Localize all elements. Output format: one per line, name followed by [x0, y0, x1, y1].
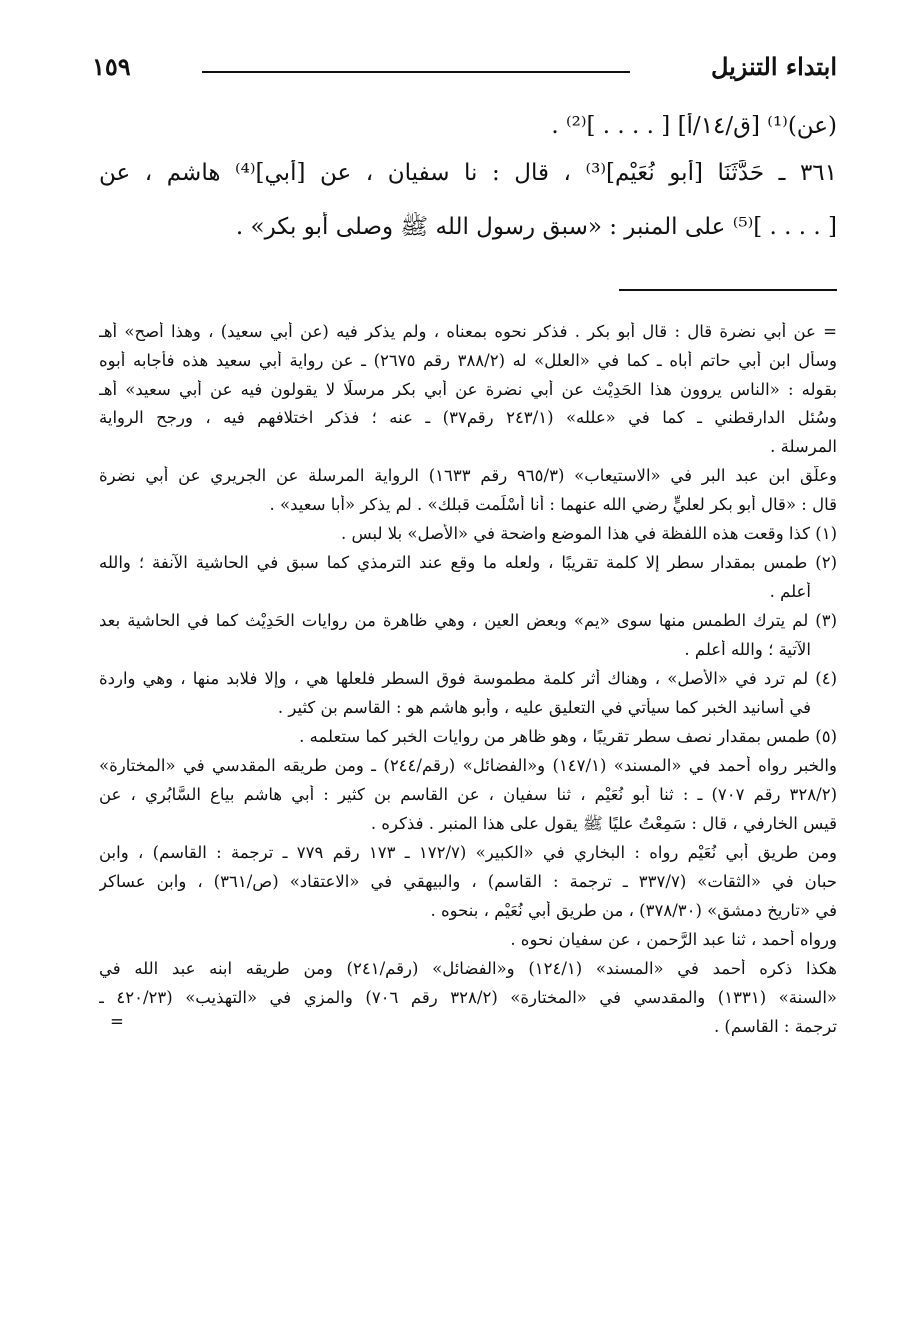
- footnote-4-cont: في أسانيد الخبر كما سيأتي في التعليق عليه ، وأبو هاشم هو : القاسم بن كثير .: [277, 698, 811, 717]
- main-text-line: (عن)⁽¹⁾ [ق/١٤/أ] [ . . . . ]⁽²⁾ .: [551, 113, 837, 139]
- footnote-line: والخبر رواه أحمد في «المسند» (١٤٧/١) و«الفضائل» (رقم/٢٤٤) ـ ومن طريقه المقدسي في «المختارة»: [99, 756, 837, 775]
- footnote-line: = عن أبي نضرة قال : قال أبو بكر . فذكر نحوه بمعناه ، ولم يذكر فيه (عن أبي سعيد) ، وهذا أصح» أهـ: [99, 322, 837, 341]
- continuation-mark: =: [110, 1012, 124, 1031]
- footnote-3: (٣) لم يترك الطمس منها سوى «يم» وبعض العين ، وهي ظاهرة من روايات الحَدِيْث كما في الحاشية بعد: [99, 611, 837, 630]
- footnote-5: (٥) طمس بمقدار نصف سطر تقريبًا ، وهو ظاهر من روايات الخبر كما ستعلمه .: [299, 727, 837, 746]
- header-rule: [202, 71, 630, 73]
- footnote-4: (٤) لم ترد في «الأصل» ، وهناك أثر كلمة مطموسة فوق السطر فلعلها هي ، وإلا فلابد منها ، وهي واردة: [99, 669, 837, 688]
- footnote-line: وعلّق ابن عبد البر في «الاستيعاب» (٩٦٥/٣ رقم ١٦٣٣) الرواية المرسلة عن الجريري عن أبي نضرة: [99, 466, 837, 485]
- footnote-line: ومن طريق أبي نُعَيْم رواه : البخاري في «الكبير» (١٧٢/٧ ـ ١٧٣ رقم ٧٧٩ ـ ترجمة : القاسم) ، وابن: [99, 843, 837, 862]
- footnote-line: بقوله : «الناس يروون هذا الحَدِيْث عن أبي نضرة عن أبي بكر مرسلًا لا يقولون فيه عن أبي سعيد» أهـ: [99, 380, 837, 399]
- footnote-line: قال : «قال أبو بكر لعليٍّ رضي الله عنهما : أنا أسْلَمت قبلك» . لم يذكر «أبا سعيد» .: [269, 495, 837, 514]
- footnote-2-cont: أعلم .: [769, 582, 811, 601]
- footnote-line: حبان في «الثقات» (٣٣٧/٧ ـ ترجمة : القاسم) ، والبيهقي في «الاعتقاد» (ص/٣٦١) ، وابن عساكر: [99, 872, 837, 891]
- footnote-line: (٣٢٨/٢ رقم ٧٠٧) ـ : ثنا أبو نُعَيْم ، ثنا سفيان ، عن القاسم بن كثير : أبي هاشم بياع السَّابُري ، عن: [99, 785, 837, 804]
- footnote-line: في «تاريخ دمشق» (٣٧٨/٣٠) ، من طريق أبي نُعَيْم ، بنحوه .: [430, 901, 837, 920]
- footnote-line: وسأل ابن أبي حاتم أباه ـ كما في «العلل» له (٣٨٨/٢ رقم ٢٦٧٥) ـ عن رواية أبي سعيد هذه فأجابه أبوه: [99, 351, 837, 370]
- hadith-line: ٣٦١ ـ حَدَّثَنَا [أبو نُعَيْم]⁽³⁾ ، قال : نا سفيان ، عن [أبي]⁽⁴⁾ هاشم ، عن: [99, 160, 837, 186]
- footnote-line: «السنة» (١٣٣١) والمقدسي في «المختارة» (٣٢٨/٢ رقم ٧٠٦) والمزي في «التهذيب» (٤٢٠/٢٣ ـ: [99, 988, 837, 1007]
- footnote-line: قيس الخارفي ، قال : سَمِعْتُ عليًا ﷺ يقول على هذا المنبر . فذكره .: [370, 814, 837, 833]
- footnote-3-cont: الآتية ؛ والله أعلم .: [684, 640, 811, 659]
- footnote-line: المرسلة .: [770, 437, 837, 456]
- footnote-line: ترجمة : القاسم) .: [713, 1017, 837, 1036]
- running-header-title: ابتداء التنزيل: [710, 52, 837, 81]
- hadith-line: [ . . . . ]⁽⁵⁾ على المنبر : «سبق رسول الله ﷺ وصلى أبو بكر» .: [235, 214, 837, 240]
- page-number: ١٥٩: [92, 52, 131, 81]
- footnote-separator: [619, 289, 837, 291]
- footnote-1: (١) كذا وقعت هذه اللفظة في هذا الموضع واضحة في «الأصل» بلا لبس .: [340, 524, 837, 543]
- footnote-2: (٢) طمس بمقدار سطر إلا كلمة تقريبًا ، ولعله ما وقع عند الترمذي كما سبق في الحاشية الآنفة ؛ والله: [99, 553, 837, 572]
- footnote-line: هكذا ذكره أحمد في «المسند» (١٢٤/١) و«الفضائل» (رقم/٢٤١) ومن طريقه ابنه عبد الله في: [99, 959, 837, 978]
- footnote-line: وسُئل الدارقطني ـ كما في «علله» (٢٤٣/١ رقم٣٧) ـ عنه ؛ فذكر اختلافهم فيه ، ورجح الرواية: [99, 408, 837, 427]
- footnote-line: ورواه أحمد ، ثنا عبد الرَّحمن ، عن سفيان نحوه .: [510, 930, 837, 949]
